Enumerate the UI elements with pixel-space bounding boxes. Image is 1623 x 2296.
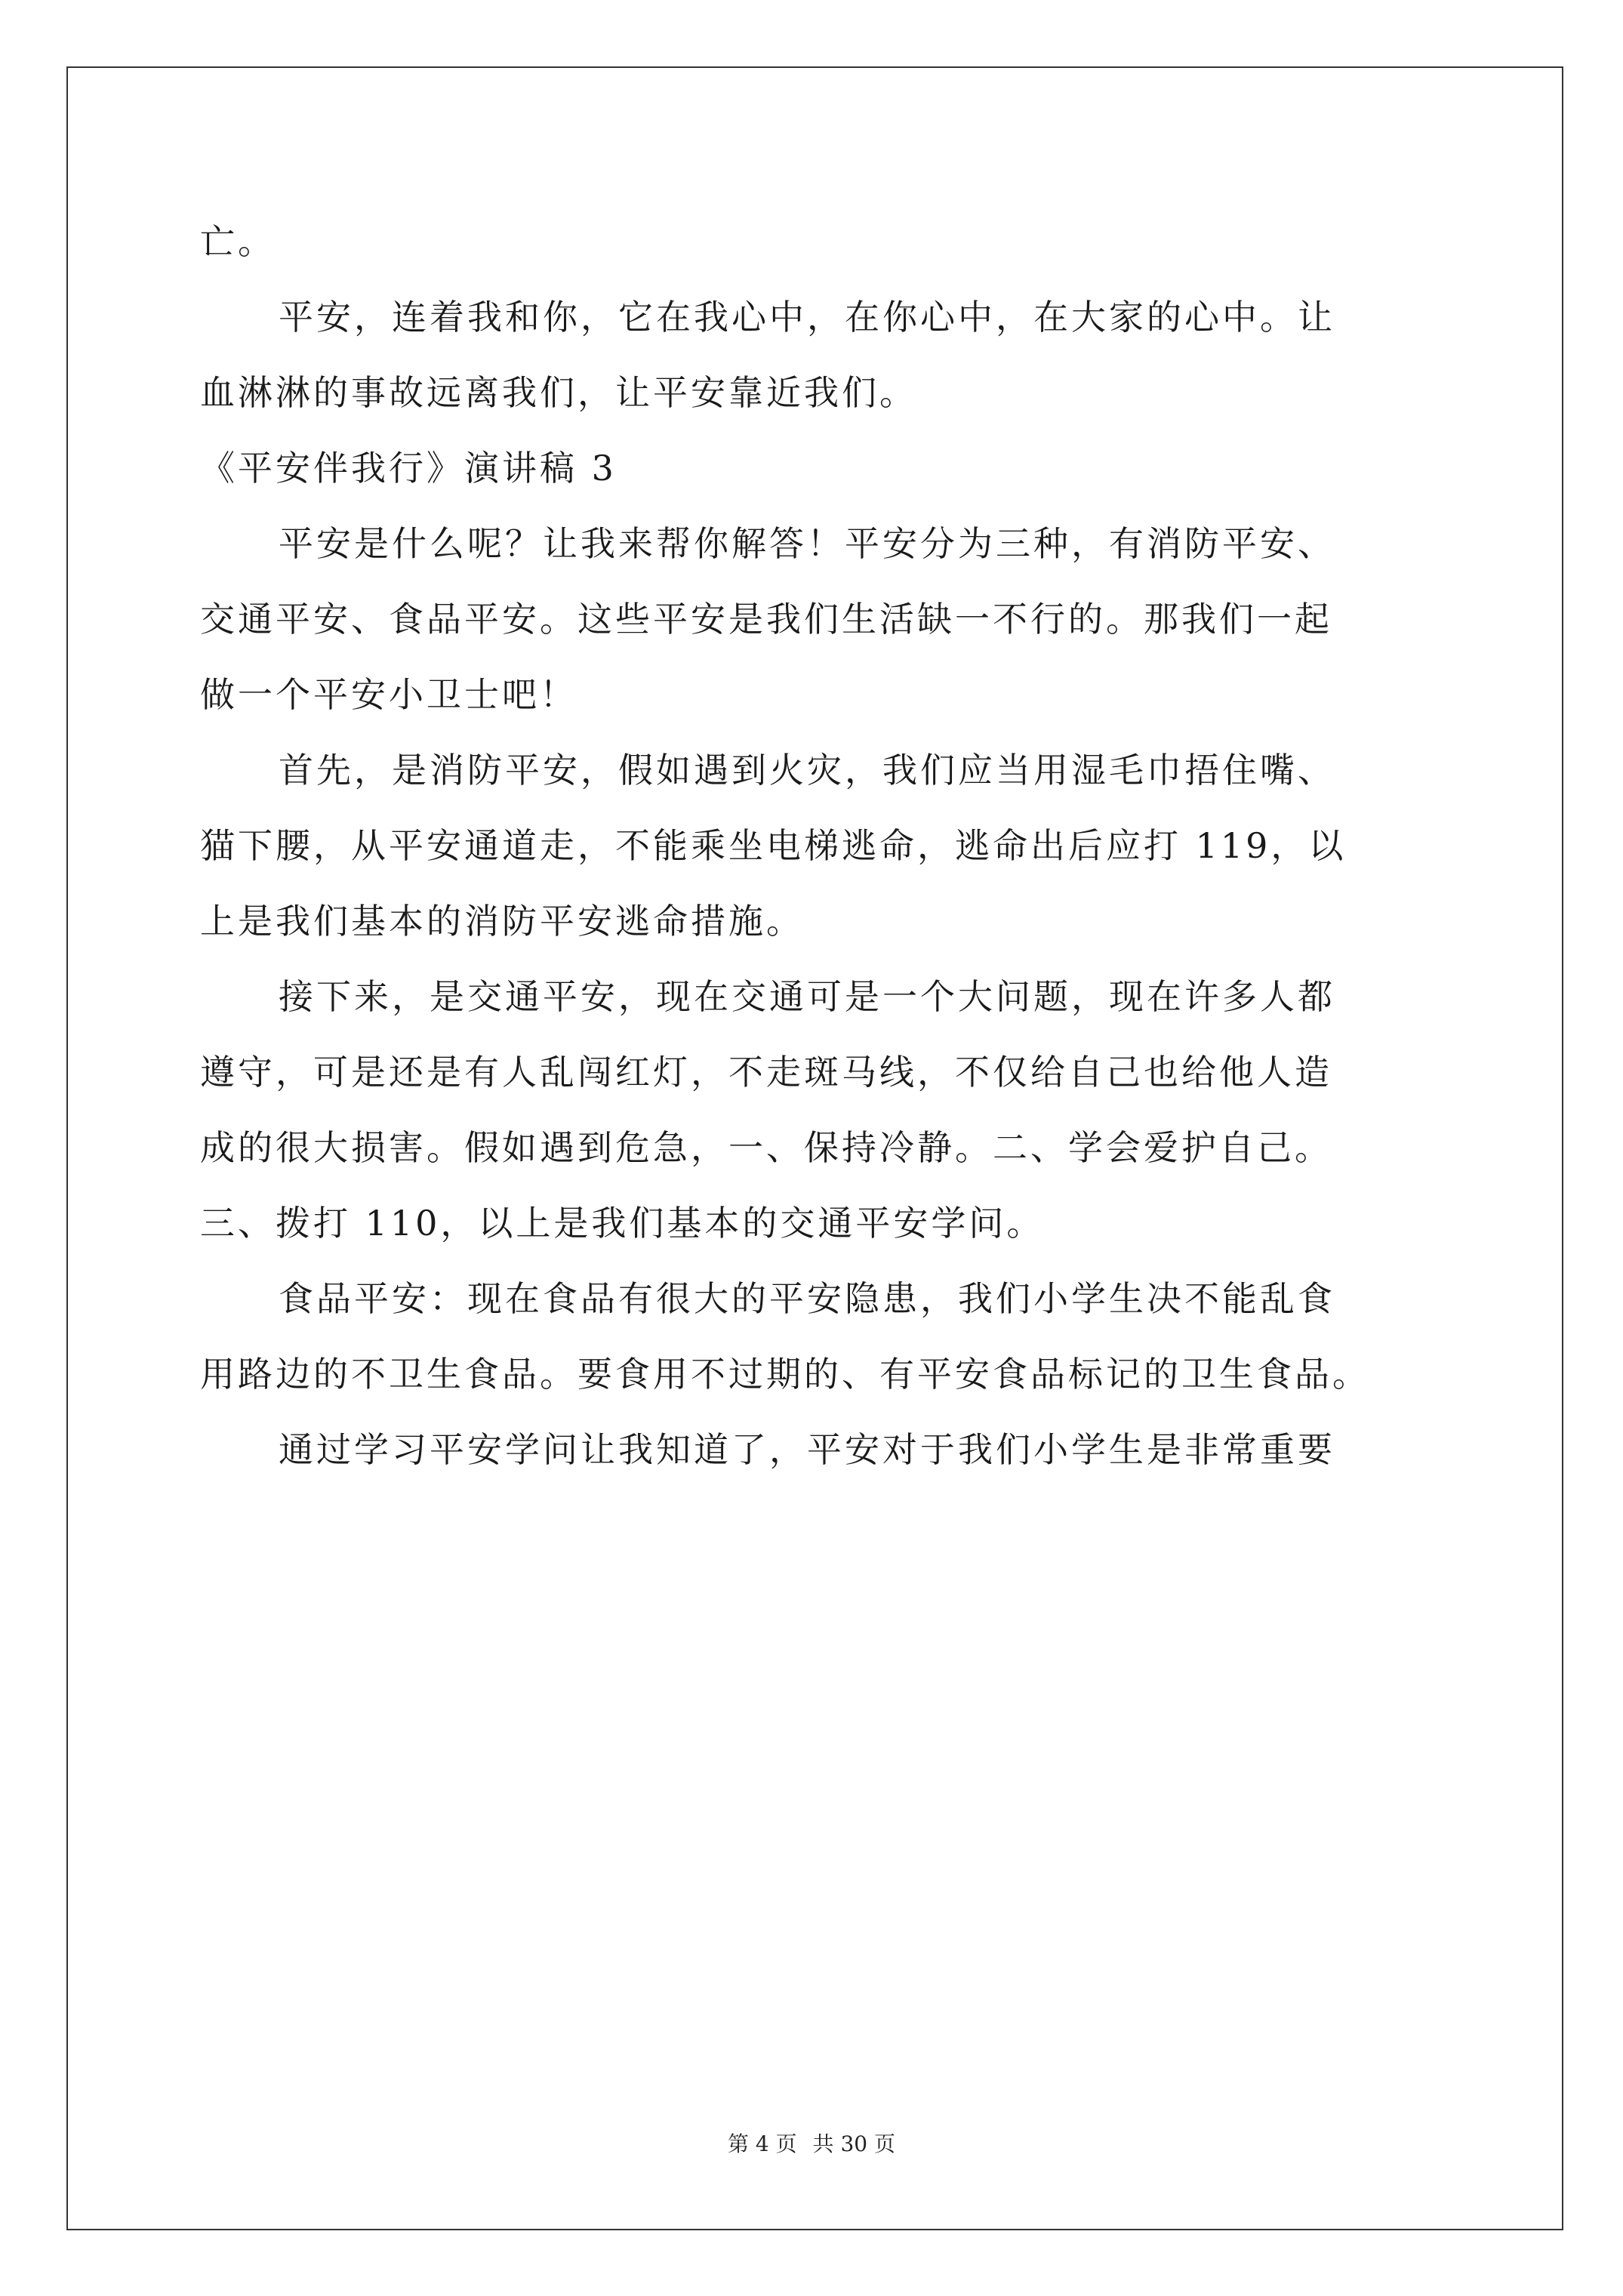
text-line-2: 平安，连着我和你，它在我心中，在你心中，在大家的心中。让 [279, 297, 1335, 337]
text-line-17: 通过学习平安学问让我知道了，平安对于我们小学生是非常重要 [279, 1429, 1335, 1470]
document-body [200, 204, 1438, 1487]
text-line-1: 亡。 [200, 221, 276, 262]
text-line-8: 首先，是消防平安，假如遇到火灾，我们应当用湿毛巾捂住嘴、 [279, 750, 1335, 791]
text-line-16: 用路边的不卫生食品。要食用不过期的、有平安食品标记的卫生食品。 [200, 1354, 1370, 1395]
text-line-11: 接下来，是交通平安，现在交通可是一个大问题，现在许多人都 [279, 976, 1335, 1017]
page-number: 第 4 页 [728, 2131, 797, 2156]
text-line-3: 血淋淋的事故远离我们，让平安靠近我们。 [200, 372, 917, 413]
text-line-6: 交通平安、食品平安。这些平安是我们生活缺一不行的。那我们一起 [200, 599, 1332, 639]
page-footer [0, 2129, 1623, 2159]
text-line-12: 遵守，可是还是有人乱闯红灯，不走斑马线，不仅给自己也给他人造 [200, 1052, 1332, 1093]
page-total: 共 30 页 [812, 2131, 895, 2156]
text-line-13: 成的很大损害。假如遇到危急，一、保持冷静。二、学会爱护自己。 [200, 1127, 1332, 1168]
text-line-15: 食品平安：现在食品有很大的平安隐患，我们小学生决不能乱食 [279, 1278, 1335, 1319]
section-heading: 《平安伴我行》演讲稿 3 [200, 448, 617, 488]
text-line-5: 平安是什么呢？让我来帮你解答！平安分为三种，有消防平安、 [279, 523, 1335, 564]
text-line-10: 上是我们基本的消防平安逃命措施。 [200, 901, 804, 942]
text-line-7: 做一个平安小卫士吧！ [200, 674, 577, 715]
text-line-9: 猫下腰，从平安通道走，不能乘坐电梯逃命，逃命出后应打 119，以 [200, 825, 1347, 866]
text-line-14: 三、拨打 110，以上是我们基本的交通平安学问。 [200, 1203, 1045, 1244]
